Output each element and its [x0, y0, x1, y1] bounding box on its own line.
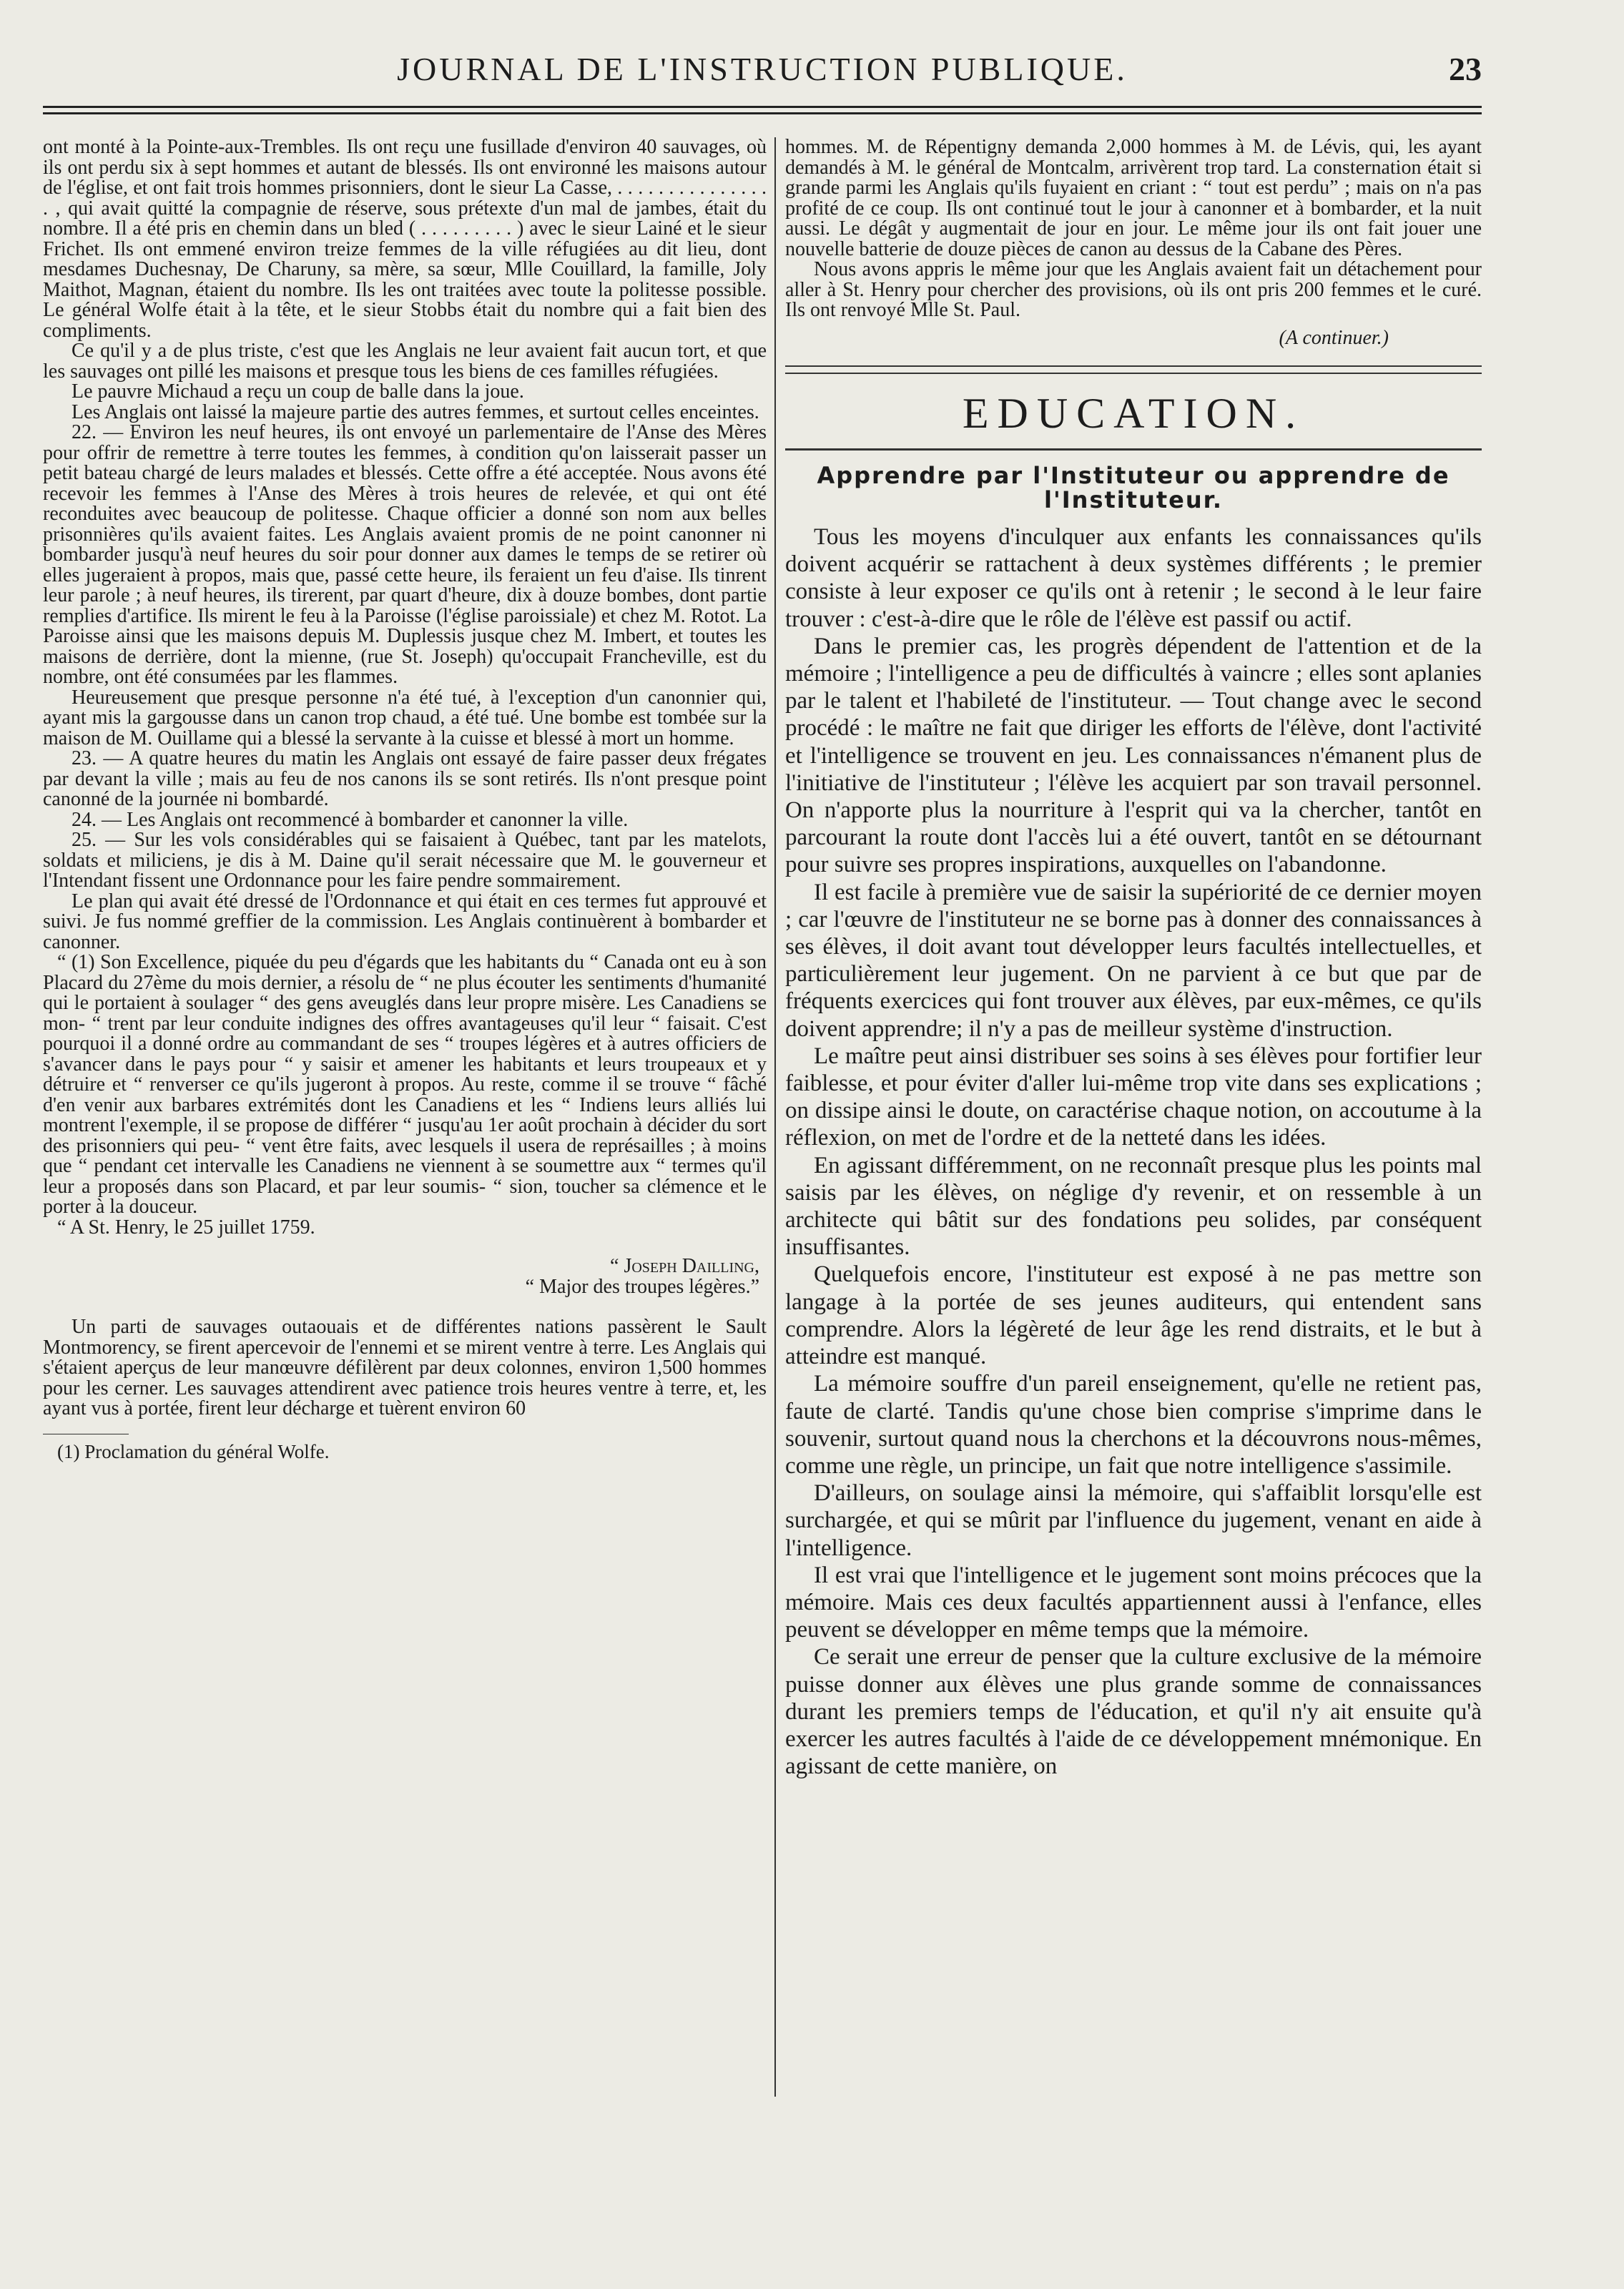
paragraph: Un parti de sauvages outaouais et de différentes nations passèrent le Sault Montmorency, se firent apercevoir de l'ennemi et se mirent ventre à terre. Les Anglais qui s'étaient aperçus de leur manœuvre défilèrent par deux colonnes, environ 1,500 hommes pour les cerner. Les sauvages attendirent avec patience trois heures ventre à terre, et, les ayant vus à portée, firent leur décharge et tuèrent environ 60: [43, 1316, 767, 1419]
signature-block: [43, 1256, 767, 1297]
right-column: [785, 137, 1482, 1780]
quote-paragraph: “ (1) Son Excellence, piquée du peu d'égards que les habitants du “ Canada ont eu à son Placard du 27ème du mois dernier, a résolu de “ ne plus écouter les sentiments d'humanité qui le portaient à soulager “ des gens aveuglés dans leur propre misère. Les Canadiens se mon- “ trent par leur conduite indignes des offres avantageuses qu'il leur “ faisait. C'est pourquoi il a donné ordre au commandant de ses “ troupes légères et à autres officiers de s'avancer dans le pays pour “ y saisir et amener les habitants et leurs troupeaux et y détruire et “ renverser ce qu'ils jugeront à propos. Au reste, comme il se trouve “ fâché d'en venir aux barbares extrémités dont les Canadiens et les “ Indiens leurs alliés lui montrent l'exemple, il se propose de différer “ jusqu'au 1er août prochain à décider du sort des prisonniers qui peu- “ vent être faits, avec lesquels il usera de représailles ; à moins que “ pendant cet intervalle les Canadiens ne viennent à se soumettre aux “ termes qu'il leur a proposés dans son Placard, et par leur soumis- “ sion, toucher sa clémence et le porter à la douceur.: [43, 951, 767, 1218]
paragraph: ont monté à la Pointe-aux-Trembles. Ils ont reçu une fusillade d'environ 40 sauvages, où ils ont perdu six à sept hommes et autant de blessés. Ils ont environné les maisons autour de l'église, et ont fait trois hommes prisonniers, dont le sieur La Casse, . . . . . . . . . . . . . . . . , qui avait quitté la compagnie de réserve, sous prétexte d'un mal de jambes, était du nombre. Il a été pris en chemin dans un bled ( . . . . . . . . . ) avec le sieur Lainé et le sieur Frichet. Ils ont emmené environ treize femmes de la ville réfugiées au dit lieu, dont mesdames Duchesnay, De Charuny, sa mère, sa sœur, Mlle Couillard, la famille, Joly Maithot, Magnan, étaient du nombre. Ils les ont traitées avec toute la politesse possible. Le général Wolfe était à la tête, et le sieur Stobbs était du nombre qui a fait bien des compliments.: [43, 136, 767, 342]
section-title: EDUCATION.: [962, 390, 1305, 437]
paragraph: Ce qu'il y a de plus triste, c'est que les Anglais ne leur avaient fait aucun tort, et que les sauvages ont pillé les maisons et presque tous les biens de ces familles réfugiées.: [43, 340, 767, 383]
signature-title: “ Major des troupes légères.”: [525, 1275, 759, 1298]
paragraph: 25. — Sur les vols considérables qui se faisaient à Québec, tant par les matelots, soldats et miliciens, je dis à M. Daine qu'il serait nécessaire que M. le gouverneur et l'Intendant fissent une Ordonnance pour les faire pendre sommairement.: [43, 829, 767, 892]
article-title: Apprendre par l'Instituteur ou apprendre de l'Instituteur.: [817, 462, 1450, 513]
paragraph: En agissant différemment, on ne reconnaît presque plus les points mal saisis par les élèves, on néglige d'y revenir, et on ressemble à un architecte qui bâtit sur des fondations peu solides, par conséquent insuffisantes.: [785, 1152, 1482, 1261]
section-title-rule: [785, 448, 1482, 451]
education-article: [785, 523, 1482, 1780]
newspaper-page: [43, 0, 1482, 2289]
paragraph: Tous les moyens d'inculquer aux enfants les connaissances qu'ils doivent acquérir se rattachent à deux systèmes différents ; le premier consiste à leur exposer ce qu'ils ont à retenir ; le second à le leur faire trouver : c'est-à-dire que le rôle de l'élève est passif ou actif.: [785, 524, 1482, 632]
paragraph: Ce serait une erreur de penser que la culture exclusive de la mémoire puisse donner aux élèves une plus grande somme de connaissances durant les premiers temps de l'éducation, et qu'il n'y ait ensuite qu'à exercer les autres facultés à l'aide de ce développement mnémonique. En agissant de cette manière, on: [785, 1644, 1482, 1780]
header-rule: [43, 106, 1482, 114]
paragraph: Les Anglais ont laissé la majeure partie des autres femmes, et surtout celles enceintes.: [72, 400, 759, 423]
paragraph: Il est facile à première vue de saisir la supériorité de ce dernier moyen ; car l'œuvre de l'instituteur ne se borne pas à donner des connaissances à ses élèves, il doit avant tout développer leurs facultés intellectuelles, et particulièrement leur jugement. On ne parvient à ce but que par de fréquents exercices qui font trouver aux élèves, par eux-mêmes, ce qu'ils doivent apprendre; il n'y a pas de meilleur système d'instruction.: [785, 879, 1482, 1042]
footnote: (1) Proclamation du général Wolfe.: [57, 1440, 330, 1462]
left-column: [43, 137, 767, 1462]
paragraph: Quelquefois encore, l'instituteur est exposé à ne pas mettre son langage à la portée de ses jeunes auditeurs, qui entendent sans comprendre. Alors la légèreté de leur âge les rend distraits, et le but à atteindre est manqué.: [785, 1261, 1482, 1370]
quote-dateline: “ A St. Henry, le 25 juillet 1759.: [57, 1216, 315, 1239]
paragraph: Le maître peut ainsi distribuer ses soins à ses élèves pour fortifier leur faiblesse, et pour éviter d'aller lui-même trop vite dans ses explications ; on dissipe ainsi le doute, on caractérise chaque notion, on accoutume à la réflexion, on met de l'ordre et de la netteté dans les idées.: [785, 1043, 1482, 1151]
paragraph: D'ailleurs, on soulage ainsi la mémoire, qui s'affaiblit lorsqu'elle est surchargée, et qui se mûrit par l'influence du jugement, venant en aide à l'intelligence.: [785, 1480, 1482, 1561]
paragraph: 22. — Environ les neuf heures, ils ont envoyé un parlementaire de l'Anse des Mères pour offrir de remettre à terre toutes les femmes, à condition qu'on laisserait passer un petit bateau chargé de leurs malades et blessés. Cette offre a été acceptée. Nous avons été recevoir les femmes à l'Anse des Mères à trois heures de relevée, et qui ont été reconduites avec beaucoup de politesse. Chaque officier a donné son nom aux belles prisonnières qu'ils avaient faites. Les Anglais avaient promis de ne point canonner ni bombarder jusqu'à neuf heures du soir pour donner aux dames le temps de se retirer où elles jugeraient à propos, mais que, passé cette heure, ils feraient un feu d'aise. Ils tinrent leur parole ; à neuf heures, ils tirerent, par quart d'heure, dix à douze bombes, dont partie remplies d'artifice. Ils mirent le feu à la Paroisse (l'église paroissiale) et chez M. Rotot. La Paroisse ainsi que les maisons depuis M. Duplessis jusque chez M. Imbert, et toutes les maisons de derrière, dont la mienne, (rue St. Joseph) qu'occupait Francheville, est du nombre, ont été consumées par les flammes.: [43, 421, 767, 688]
paragraph: La mémoire souffre d'un pareil enseignement, qu'elle ne retient pas, faute de clarté. Tandis qu'une chose bien comprise s'imprime dans le souvenir, surtout quand nous la cherchons et la découvrons nous-mêmes, comme une règle, un principe, un fait que notre intelligence s'assimile.: [785, 1371, 1482, 1479]
paragraph: Heureusement que presque personne n'a été tué, à l'exception d'un canonnier qui, ayant mis la gargousse dans un canon trop chaud, a été tué. Une bombe est tombée sur la maison de M. Ouillame qui a blessé la servante à la cuisse et blessé à mort un homme.: [43, 686, 767, 749]
section-separator: [785, 365, 1482, 374]
page-header: [43, 50, 1482, 100]
signature-name: “ Joseph Dailling,: [610, 1255, 759, 1277]
paragraph: hommes. M. de Répentigny demanda 2,000 hommes à M. de Lévis, qui, les ayant demandés à M. le général de Montcalm, arrivèrent trop tard. La consternation était si grande parmi les Anglais qu'ils fuyaient en criant : “ tout est perdu” ; mais on n'a pas profité de ce coup. Ils ont continué tout le jour à canonner et à bombarder, et la nuit aussi. Le dégât y augmentait de jour en jour. Le même jour ils ont fait jouer une nouvelle batterie de douze pièces de canon au dessus de la Cabane des Pères.: [785, 136, 1482, 260]
proclamation-quote: [43, 952, 767, 1238]
paragraph: Le plan qui avait été dressé de l'Ordonnance et qui était en ces termes fut approuvé et suivi. Je fus nommé greffier de la commission. Les Anglais continuèrent à bombarder et canonner.: [43, 890, 767, 953]
paragraph: 24. — Les Anglais ont recommencé à bombarder et canonner la ville.: [72, 808, 629, 831]
page-number: 23: [1449, 51, 1482, 87]
journal-title: JOURNAL DE L'INSTRUCTION PUBLIQUE.: [397, 51, 1128, 87]
paragraph: 23. — A quatre heures du matin les Anglais ont essayé de faire passer deux frégates par devant la ville ; mais au feu de nos canons ils se sont retirés. Ils n'ont presque point canonné de la journée ni bombardé.: [43, 747, 767, 810]
paragraph: Le pauvre Michaud a reçu un coup de balle dans la joue.: [72, 380, 524, 403]
paragraph: Nous avons appris le même jour que les Anglais avaient fait un détachement pour aller à St. Henry pour chercher des provisions, où ils ont pris 200 femmes et le curé. Ils ont renvoyé Mlle St. Paul.: [785, 258, 1482, 321]
column-divider: [774, 137, 776, 2097]
paragraph: Dans le premier cas, les progrès dépendent de l'attention et de la mémoire ; l'intelligence a peu de difficultés à vaincre ; elles sont aplanies par le talent et l'habileté de l'instituteur. — Tout change avec le second procédé : le maître ne fait que diriger les efforts de l'élève, dont l'activité et l'intelligence se trouvent en jeu. Les connaissances n'émanent plus de l'initiative de l'instituteur ; l'élève les acquiert par son travail personnel. On n'apporte plus la nourriture à l'esprit qui va la chercher, tantôt en parcourant la route dont l'accès lui a été ouvert, tantôt en se détournant pour suivre ses propres inspirations, auxquelles on l'abandonne.: [785, 633, 1482, 878]
paragraph: Il est vrai que l'intelligence et le jugement sont moins précoces que la mémoire. Mais ces deux facultés appartiennent aussi à l'enfance, elles peuvent se développer en même temps que la mémoire.: [785, 1562, 1482, 1643]
continued-note: (A continuer.): [1279, 326, 1389, 349]
